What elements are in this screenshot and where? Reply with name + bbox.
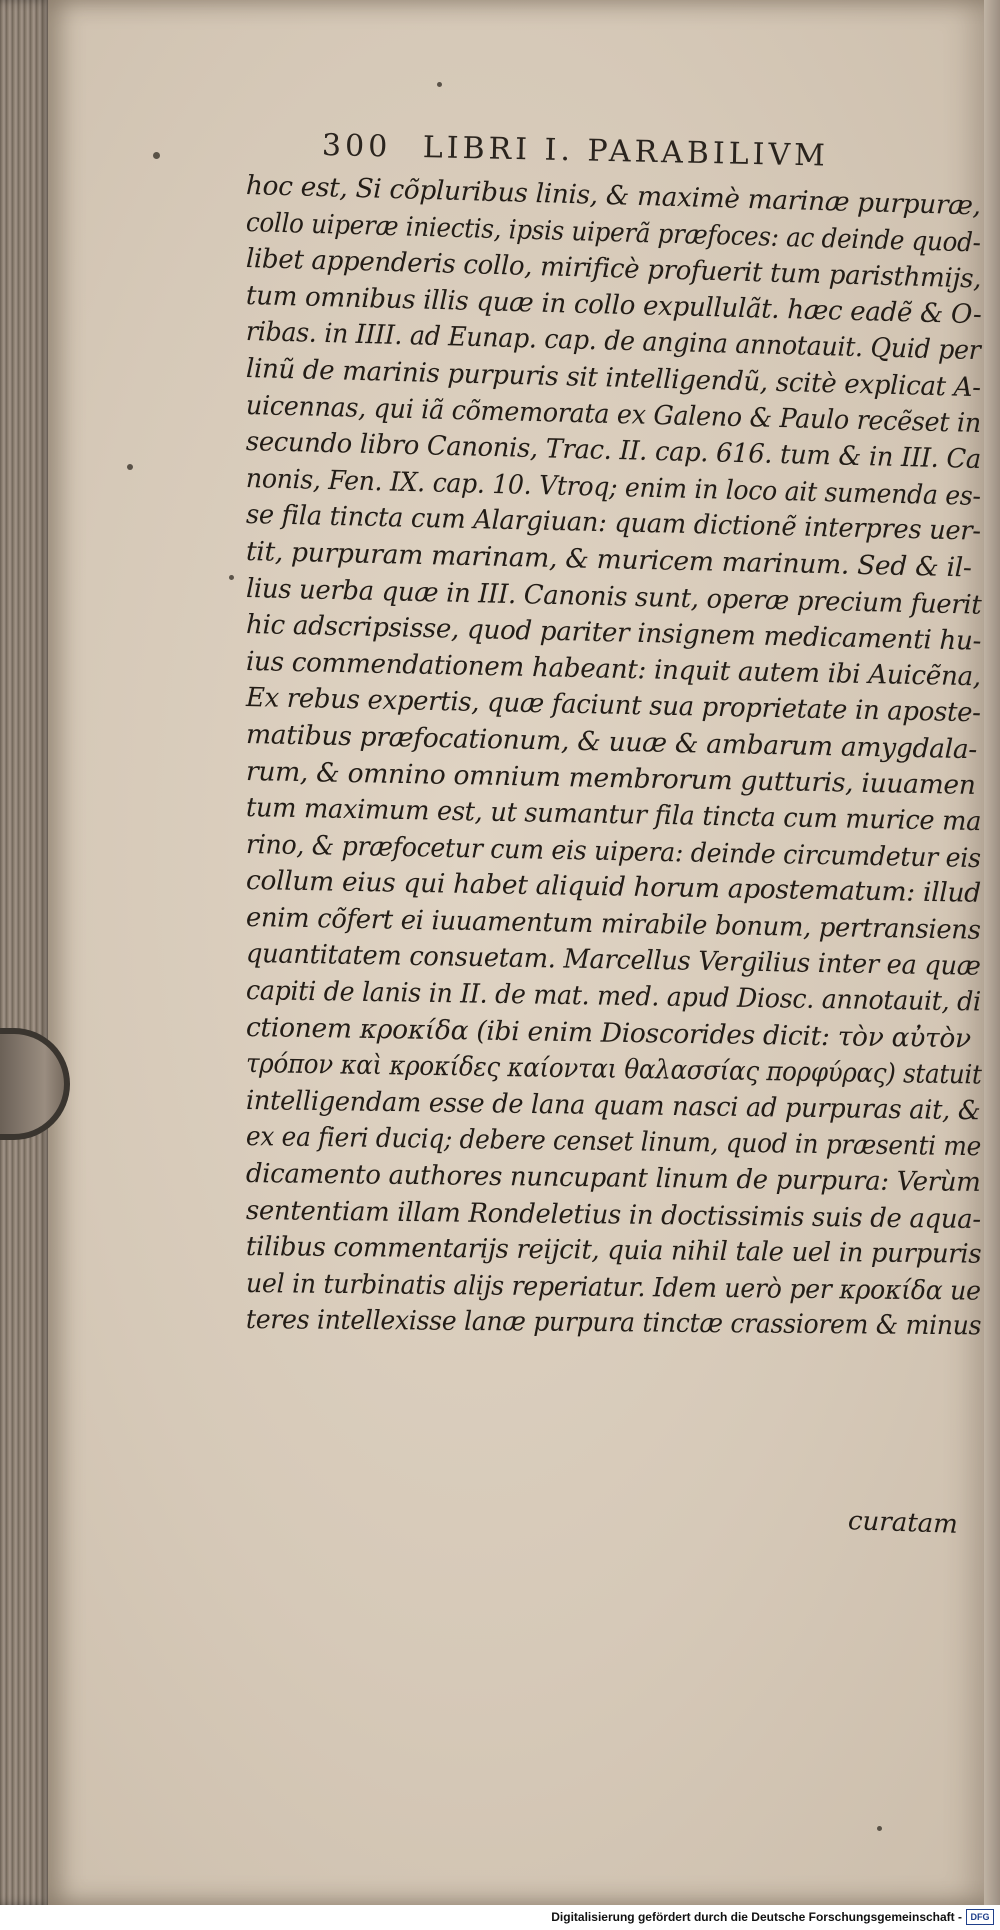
book-page-edges	[0, 0, 52, 1905]
text-line: quantitatem consuetam. Marcellus Vergilius inter ea quæ	[245, 938, 981, 983]
text-line: ctionem κροκίδα (ibi enim Dioscorides dicit: τὸν αὐτὸν	[245, 1011, 972, 1055]
text-line: τρόπον καὶ κροκίδες καίονται θαλασσίας πορφύρας) statuit	[245, 1048, 982, 1091]
text-line: intelligendam esse de lana quam nasci ad purpuras ait, &	[245, 1084, 981, 1127]
ink-spot	[127, 464, 133, 470]
text-line: dicamento authores nuncupant linum de purpura: Verùm	[245, 1158, 981, 1199]
text-line: tum omnibus illis quæ in collo expullulãt. hæc eadẽ & O-	[245, 279, 982, 331]
book-right-edge	[984, 0, 1000, 1905]
text-line: matibus præfocationum, & uuæ & ambarum amygdala-	[245, 718, 978, 766]
text-line: rino, & præfocetur cum eis uipera: deinde circumdetur eis	[245, 828, 982, 874]
text-line: hic adscripsisse, quod pariter insignem medicamenti hu-	[245, 609, 982, 657]
running-head-title: LIBRI I. PARABILIVM	[422, 130, 830, 174]
text-line: ius commendationem habeant: inquit autem ibi Auicẽna,	[245, 645, 982, 693]
ink-spot	[437, 82, 442, 87]
text-line: linũ de marinis purpuris sit intelligendũ, scitè explicat A-	[245, 352, 982, 404]
page-number: 300	[321, 128, 392, 165]
digitization-footer	[0, 1905, 1000, 1930]
text-line: tit, purpuram marinam, & muricem marinum. Sed & il-	[245, 535, 972, 584]
text-line: se fila tincta cum Alargiuan: quam dictionẽ interpres uer-	[245, 499, 982, 548]
text-line: nonis, Fen. IX. cap. 10. Vtroq; enim in loco ait sumenda es-	[245, 462, 982, 512]
text-line: tum maximum est, ut sumantur fila tincta cum murice ma	[245, 792, 982, 838]
text-line: collo uiperæ iniectis, ipsis uiperã præfoces: ac deinde quod-	[245, 206, 982, 259]
text-line: ex ea fieri duciq; debere censet linum, quod in præsenti me	[245, 1121, 982, 1163]
text-line: sententiam illam Rondeletius in doctissimis suis de aqua-	[245, 1194, 981, 1235]
text-line: lius uerba quæ in III. Canonis sunt, operæ precium fuerit	[245, 572, 982, 621]
text-line: secundo libro Canonis, Trac. II. cap. 616. tum & in III. Ca	[245, 426, 982, 476]
text-line: uel in turbinatis alijs reperiatur. Idem uerò per κροκίδα ue	[245, 1267, 981, 1307]
funding-credit: Digitalisierung gefördert durch die Deutsche Forschungsgemeinschaft -	[551, 1910, 962, 1924]
catchword: curatam	[847, 1506, 959, 1540]
text-line: Ex rebus expertis, quæ faciunt sua proprietate in aposte-	[245, 682, 981, 729]
ink-spot	[229, 575, 234, 580]
text-line: capiti de lanis in II. de mat. med. apud Diosc. annotauit, di	[245, 975, 982, 1018]
ink-spot	[877, 1826, 882, 1831]
text-line: uicennas, qui iã cõmemorata ex Galeno & Paulo recẽset in	[245, 389, 982, 439]
dfg-logo-icon: DFG	[966, 1909, 994, 1925]
text-line: libet appenderis collo, mirificè profuerit tum paristhmijs,	[245, 243, 982, 295]
text-line: hoc est, Si cõpluribus linis, & maximè marinæ purpuræ,	[245, 170, 982, 222]
text-line: ribas. in IIII. ad Eunap. cap. de angina annotauit. Quid per	[245, 316, 981, 367]
text-line: rum, & omnino omnium membrorum gutturis, iuuamen	[245, 755, 976, 801]
text-line: enim cõfert ei iuuamentum mirabile bonum, pertransiens	[245, 901, 981, 946]
text-line: collum eius qui habet aliquid horum apostematum: illud	[245, 865, 982, 910]
text-line: teres intellexisse lanæ purpura tinctæ crassiorem & minus	[245, 1304, 982, 1342]
ink-spot	[153, 152, 160, 159]
body-text	[245, 168, 982, 1342]
text-line: tilibus commentarijs reijcit, quia nihil tale uel in purpuris	[245, 1231, 982, 1270]
